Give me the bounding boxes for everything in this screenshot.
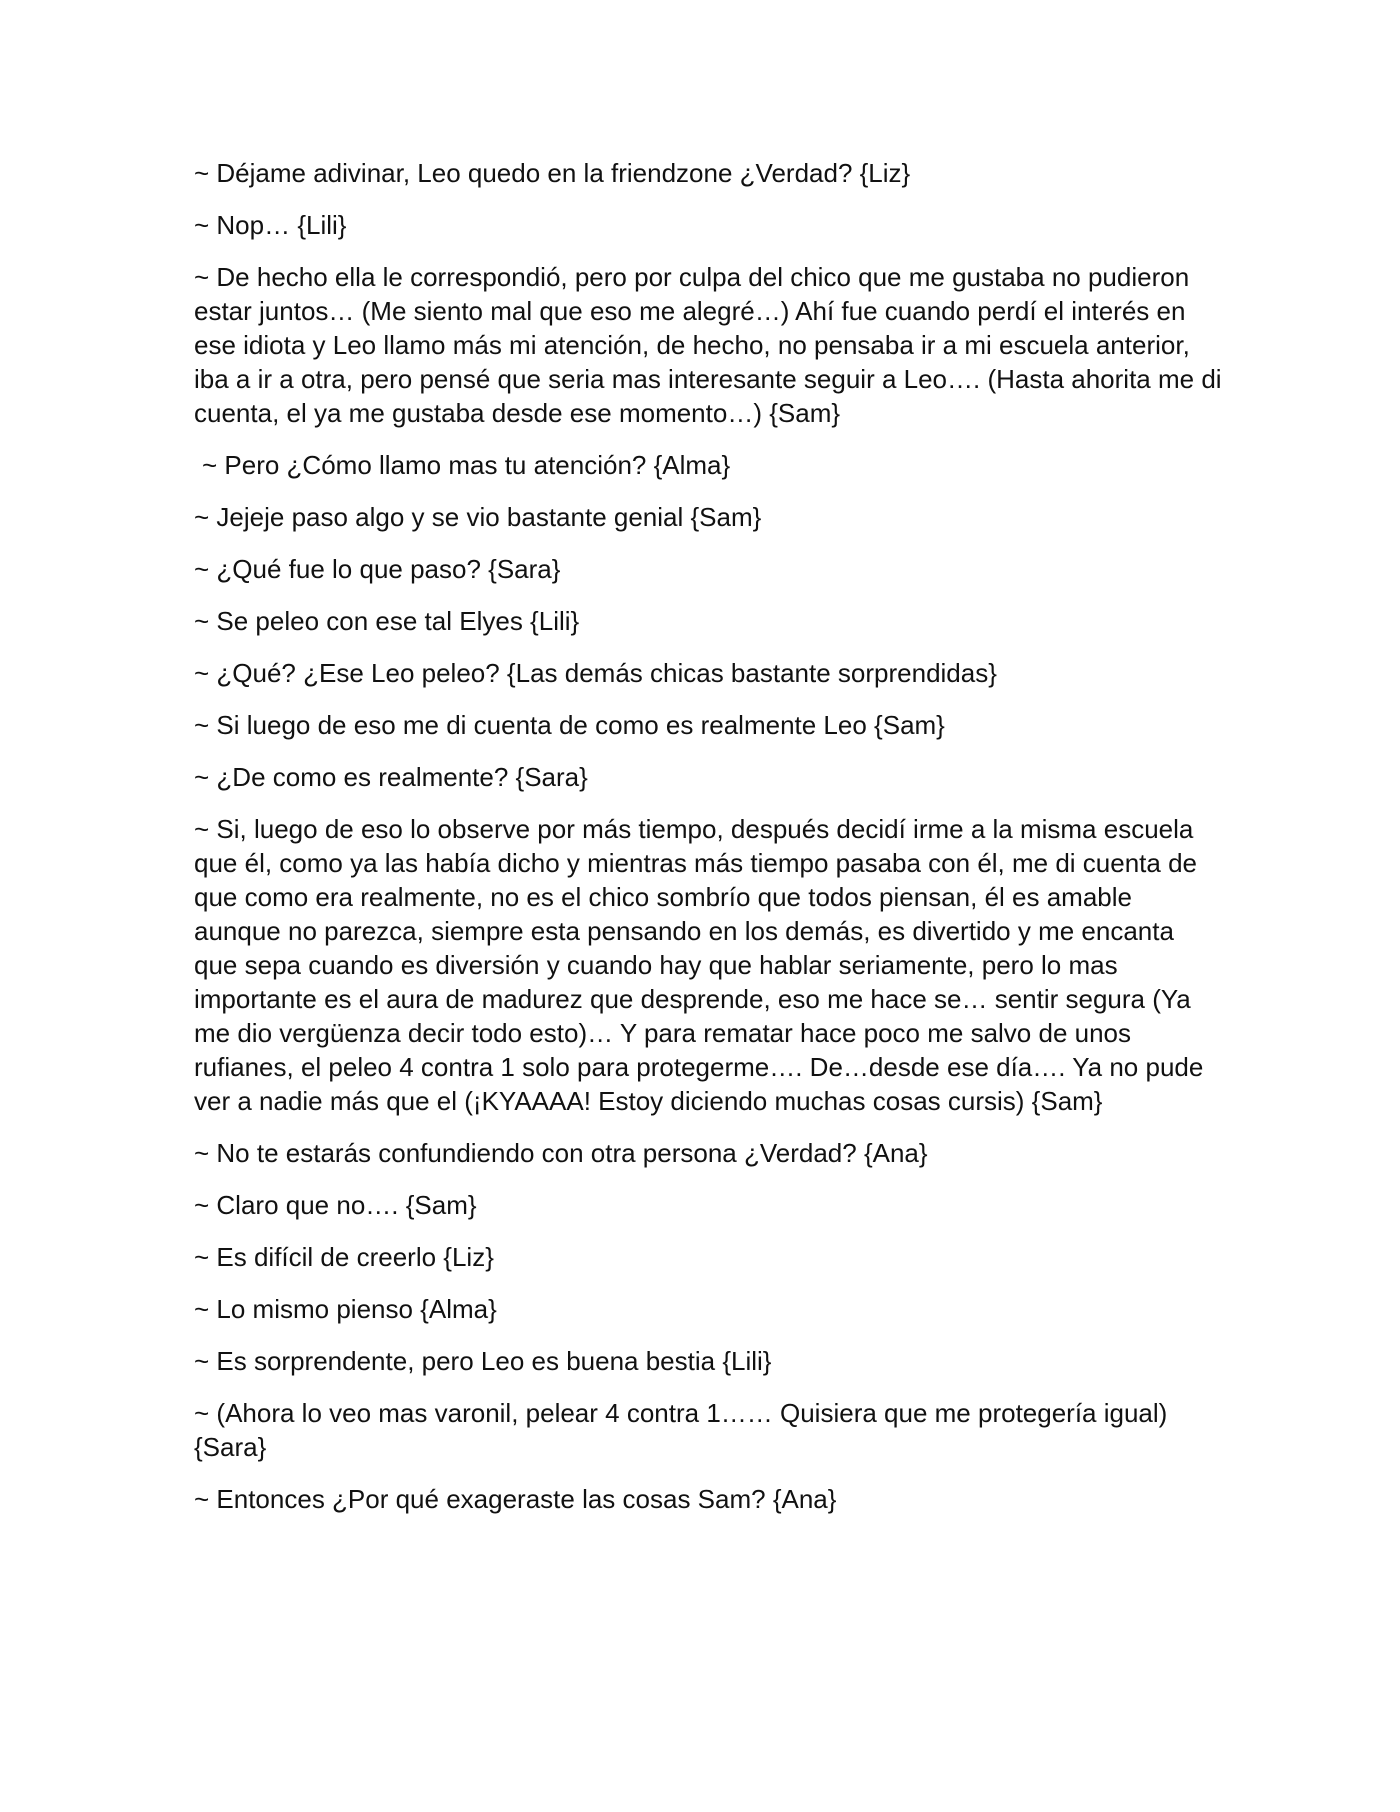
dialogue-line: ~ Lo mismo pienso {Alma}	[194, 1294, 497, 1324]
document-body	[194, 156, 1229, 1534]
dialogue-line: ~ Claro que no…. {Sam}	[194, 1190, 477, 1220]
dialogue-line: ~ Si luego de eso me di cuenta de como es realmente Leo {Sam}	[194, 710, 945, 740]
dialogue-line: ~ Pero ¿Cómo llamo mas tu atención? {Alma}	[202, 450, 731, 480]
dialogue-line: ~ (Ahora lo veo mas varonil, pelear 4 contra 1…… Quisiera que me protegería igual) {Sara}	[194, 1398, 1175, 1462]
dialogue-line: ~ Déjame adivinar, Leo quedo en la friendzone ¿Verdad? {Liz}	[194, 158, 911, 188]
dialogue-line: ~ No te estarás confundiendo con otra persona ¿Verdad? {Ana}	[194, 1138, 928, 1168]
dialogue-line: ~ Entonces ¿Por qué exageraste las cosas Sam? {Ana}	[194, 1484, 837, 1514]
dialogue-line: ~ Nop… {Lili}	[194, 210, 347, 240]
dialogue-line: ~ ¿Qué fue lo que paso? {Sara}	[194, 554, 561, 584]
dialogue-line: ~ Jejeje paso algo y se vio bastante genial {Sam}	[194, 502, 762, 532]
dialogue-line: ~ Se peleo con ese tal Elyes {Lili}	[194, 606, 580, 636]
dialogue-line: ~ ¿Qué? ¿Ese Leo peleo? {Las demás chicas bastante sorprendidas}	[194, 658, 997, 688]
dialogue-line: ~ ¿De como es realmente? {Sara}	[194, 762, 588, 792]
dialogue-line: ~ Si, luego de eso lo observe por más tiempo, después decidí irme a la misma escuela que él, como ya las había dicho y mientras más tiempo pasaba con él, me di cuenta de que como era realmente, no es el chico sombrío que todos piensan, él es amable aunque no parezca, siempre esta pensando en los demás, es divertido y me encanta que sepa cuando es diversión y cuando hay que hablar seriamente, pero lo mas importante es el aura de madurez que desprende, eso me hace se… sentir segura (Ya me dio vergüenza decir todo esto)… Y para rematar hace poco me salvo de unos rufianes, el peleo 4 contra 1 solo para protegerme…. De…desde ese día…. Ya no pude ver a nadie más que el (¡KYAAAA! Estoy diciendo muchas cosas cursis) {Sam}	[194, 814, 1211, 1116]
dialogue-line: ~ Es sorprendente, pero Leo es buena bestia {Lili}	[194, 1346, 772, 1376]
dialogue-line: ~ De hecho ella le correspondió, pero por culpa del chico que me gustaba no pudieron estar juntos… (Me siento mal que eso me alegré…) Ahí fue cuando perdí el interés en ese idiota y Leo llamo más mi atención, de hecho, no pensaba ir a mi escuela anterior, iba a ir a otra, pero pensé que seria mas interesante seguir a Leo…. (Hasta ahorita me di cuenta, el ya me gustaba desde ese momento…) {Sam}	[194, 262, 1229, 428]
dialogue-line: ~ Es difícil de creerlo {Liz}	[194, 1242, 494, 1272]
